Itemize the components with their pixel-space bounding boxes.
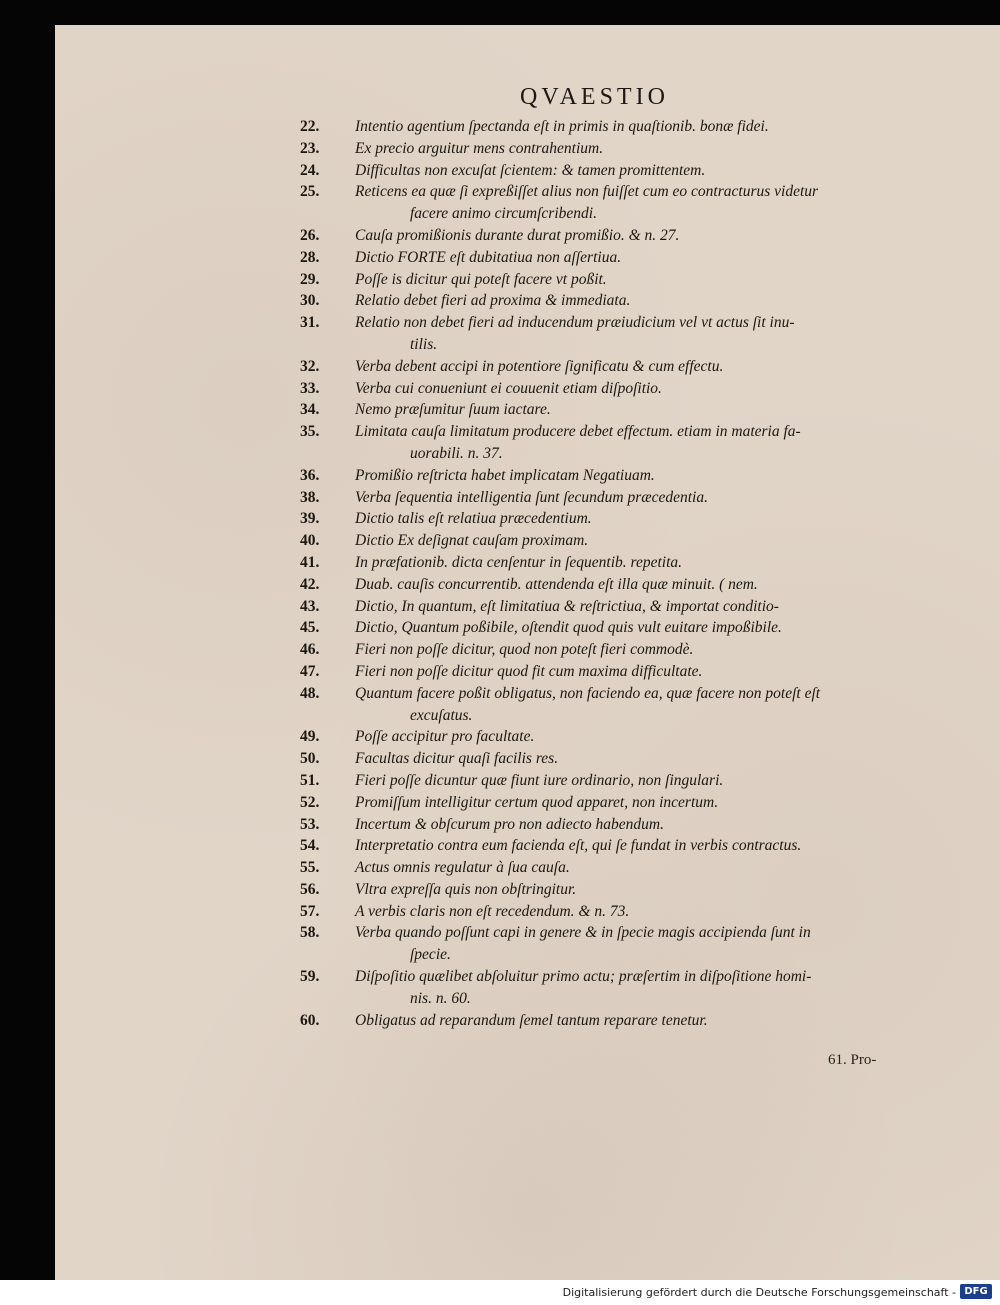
entry-number: 52.: [300, 793, 320, 811]
entry-text: Relatio debet fieri ad proxima & immediata.: [355, 292, 631, 310]
entry-row: [300, 116, 900, 138]
entry-list: [300, 116, 900, 1031]
entry-row: [300, 487, 900, 509]
entry-text: Dictio, Quantum poßibile, oſtendit quod quis vult euitare impoßibile.: [355, 619, 782, 637]
entry-row: [300, 574, 900, 596]
entry-text: Fieri non poſſe dicitur, quod non poteſt fieri commodè.: [355, 641, 694, 659]
entry-text: Actus omnis regulatur à ſua cauſa.: [355, 859, 570, 877]
entry-number: 30.: [300, 292, 320, 310]
entry-number: 31.: [300, 314, 320, 332]
entry-row: [300, 748, 900, 770]
catchword: 61. Pro-: [828, 1052, 877, 1068]
entry-text: Verba cui conueniunt ei couuenit etiam diſpoſitio.: [355, 379, 662, 397]
footer-credit: Digitalisierung gefördert durch die Deutsche Forschungsgemeinschaft -: [562, 1286, 956, 1299]
entry-number: 60.: [300, 1011, 320, 1029]
entry-number: 40.: [300, 532, 320, 550]
entry-number: 33.: [300, 379, 320, 397]
entry-text: Poſſe is dicitur qui poteſt facere vt poßit.: [355, 270, 607, 288]
page-header: QVAESTIO: [520, 84, 669, 110]
entry-row: [300, 508, 900, 530]
entry-text-continuation: uorabili. n. 37.: [410, 444, 503, 462]
entry-number: 59.: [300, 968, 320, 986]
entry-row: [300, 552, 900, 574]
entry-text: Poſſe accipitur pro facultate.: [355, 728, 535, 746]
entry-row: [300, 225, 900, 247]
entry-row: [300, 465, 900, 487]
entry-row: [300, 639, 900, 661]
entry-text: Facultas dicitur quaſi facilis res.: [355, 750, 559, 768]
entry-text: Verba debent accipi in potentiore ſignificatu & cum effectu.: [355, 357, 724, 375]
entry-number: 57.: [300, 902, 320, 920]
entry-text: Promißio reſtricta habet implicatam Negatiuam.: [355, 466, 655, 484]
entry-row: [300, 879, 900, 901]
entry-text-continuation: nis. n. 60.: [410, 989, 471, 1007]
entry-text: Diſpoſitio quælibet abſoluitur primo actu; præſertim in diſpoſitione homi-: [355, 968, 812, 986]
entry-number: 50.: [300, 750, 320, 768]
entry-row: [300, 792, 900, 814]
entry-number: 41.: [300, 553, 320, 571]
entry-row: [300, 530, 900, 552]
entry-row: [300, 661, 900, 683]
entry-text: Incertum & obſcurum pro non adiecto habendum.: [355, 815, 664, 833]
entry-number: 42.: [300, 575, 320, 593]
entry-number: 29.: [300, 270, 320, 288]
entry-text: Promiſſum intelligitur certum quod apparet, non incertum.: [355, 793, 719, 811]
entry-text-continuation: excuſatus.: [410, 706, 473, 724]
entry-number: 35.: [300, 423, 320, 441]
entry-row: [300, 835, 900, 857]
entry-row: [300, 181, 900, 225]
entry-row: [300, 726, 900, 748]
entry-row: [300, 421, 900, 465]
entry-number: 39.: [300, 510, 320, 528]
entry-number: 56.: [300, 880, 320, 898]
entry-text: Dictio Ex deſignat cauſam proximam.: [355, 532, 589, 550]
entry-text: Dictio, In quantum, eſt limitatiua & reſtrictiua, & importat conditio-: [355, 597, 779, 615]
entry-text: Limitata cauſa limitatum producere debet effectum. etiam in materia fa-: [355, 423, 801, 441]
entry-row: [300, 399, 900, 421]
entry-row: [300, 356, 900, 378]
entry-text: Dictio FORTE eſt dubitatiua non aſſertiua.: [355, 248, 622, 266]
entry-text: Reticens ea quæ ſi expreßiſſet alius non fuiſſet cum eo contracturus videtur: [355, 183, 819, 201]
entry-row: [300, 617, 900, 639]
entry-text: Ex precio arguitur mens contrahentium.: [355, 139, 604, 157]
entry-row: [300, 312, 900, 356]
entry-row: [300, 160, 900, 182]
entry-text: Cauſa promißionis durante durat promißio. & n. 27.: [355, 226, 680, 244]
entry-text: Verba ſequentia intelligentia ſunt ſecundum præcedentia.: [355, 488, 708, 506]
entry-number: 32.: [300, 357, 320, 375]
entry-number: 53.: [300, 815, 320, 833]
entry-row: [300, 922, 900, 966]
entry-text: Dictio talis eſt relatiua præcedentium.: [355, 510, 592, 528]
entry-number: 34.: [300, 401, 320, 419]
entry-row: [300, 290, 900, 312]
entry-number: 24.: [300, 161, 320, 179]
entry-row: [300, 966, 900, 1010]
dfg-logo: DFG: [960, 1284, 992, 1299]
entry-number: 47.: [300, 662, 320, 680]
entry-row: [300, 1010, 900, 1032]
entry-row: [300, 814, 900, 836]
entry-text: In præfationib. dicta cenſentur in ſequentib. repetita.: [355, 553, 683, 571]
entry-number: 54.: [300, 837, 320, 855]
entry-row: [300, 138, 900, 160]
entry-number: 26.: [300, 226, 320, 244]
entry-text: Vltra expreſſa quis non obſtringitur.: [355, 880, 577, 898]
entry-text: Duab. cauſis concurrentib. attendenda eſt illa quæ minuit. ( nem.: [355, 575, 758, 593]
entry-text: Difficultas non excuſat ſcientem: & tamen promittentem.: [355, 161, 706, 179]
entry-text-continuation: tilis.: [410, 335, 438, 353]
entry-number: 23.: [300, 139, 320, 157]
footer-bar: [0, 1280, 1000, 1305]
entry-row: [300, 247, 900, 269]
entry-number: 51.: [300, 771, 320, 789]
entry-number: 22.: [300, 118, 320, 135]
entry-row: [300, 269, 900, 291]
entry-row: [300, 901, 900, 923]
entry-number: 49.: [300, 728, 320, 746]
entry-row: [300, 857, 900, 879]
entry-number: 48.: [300, 684, 320, 702]
entry-number: 28.: [300, 248, 320, 266]
entry-text: Interpretatio contra eum facienda eſt, qui ſe fundat in verbis contractus.: [355, 837, 802, 855]
entry-number: 45.: [300, 619, 320, 637]
entry-row: [300, 596, 900, 618]
entry-number: 43.: [300, 597, 320, 615]
entry-number: 55.: [300, 859, 320, 877]
entry-number: 46.: [300, 641, 320, 659]
entry-row: [300, 770, 900, 792]
entry-number: 58.: [300, 924, 320, 942]
entry-row: [300, 683, 900, 727]
entry-text: Fieri poſſe dicuntur quæ fiunt iure ordinario, non ſingulari.: [355, 771, 724, 789]
entry-row: [300, 378, 900, 400]
entry-text: Verba quando poſſunt capi in genere & in ſpecie magis accipienda ſunt in: [355, 924, 811, 942]
entry-text: Quantum facere poßit obligatus, non faciendo ea, quæ facere non poteſt eſt: [355, 684, 821, 702]
entry-number: 38.: [300, 488, 320, 506]
entry-text: A verbis claris non eſt recedendum. & n. 73.: [355, 902, 630, 920]
entry-text: Intentio agentium ſpectanda eſt in primis in quaſtionib. bonæ fidei.: [355, 118, 769, 135]
entry-text: Fieri non poſſe dicitur quod fit cum maxima difficultate.: [355, 662, 703, 680]
entry-text: Nemo præſumitur ſuum iactare.: [355, 401, 551, 419]
entry-number: 36.: [300, 466, 320, 484]
entry-text-continuation: facere animo circumſcribendi.: [410, 205, 597, 223]
entry-number: 25.: [300, 183, 320, 201]
entry-text: Relatio non debet fieri ad inducendum præiudicium vel vt actus ſit inu-: [355, 314, 795, 332]
entry-text: Obligatus ad reparandum ſemel tantum reparare tenetur.: [355, 1011, 708, 1029]
entry-text-continuation: ſpecie.: [410, 946, 451, 964]
